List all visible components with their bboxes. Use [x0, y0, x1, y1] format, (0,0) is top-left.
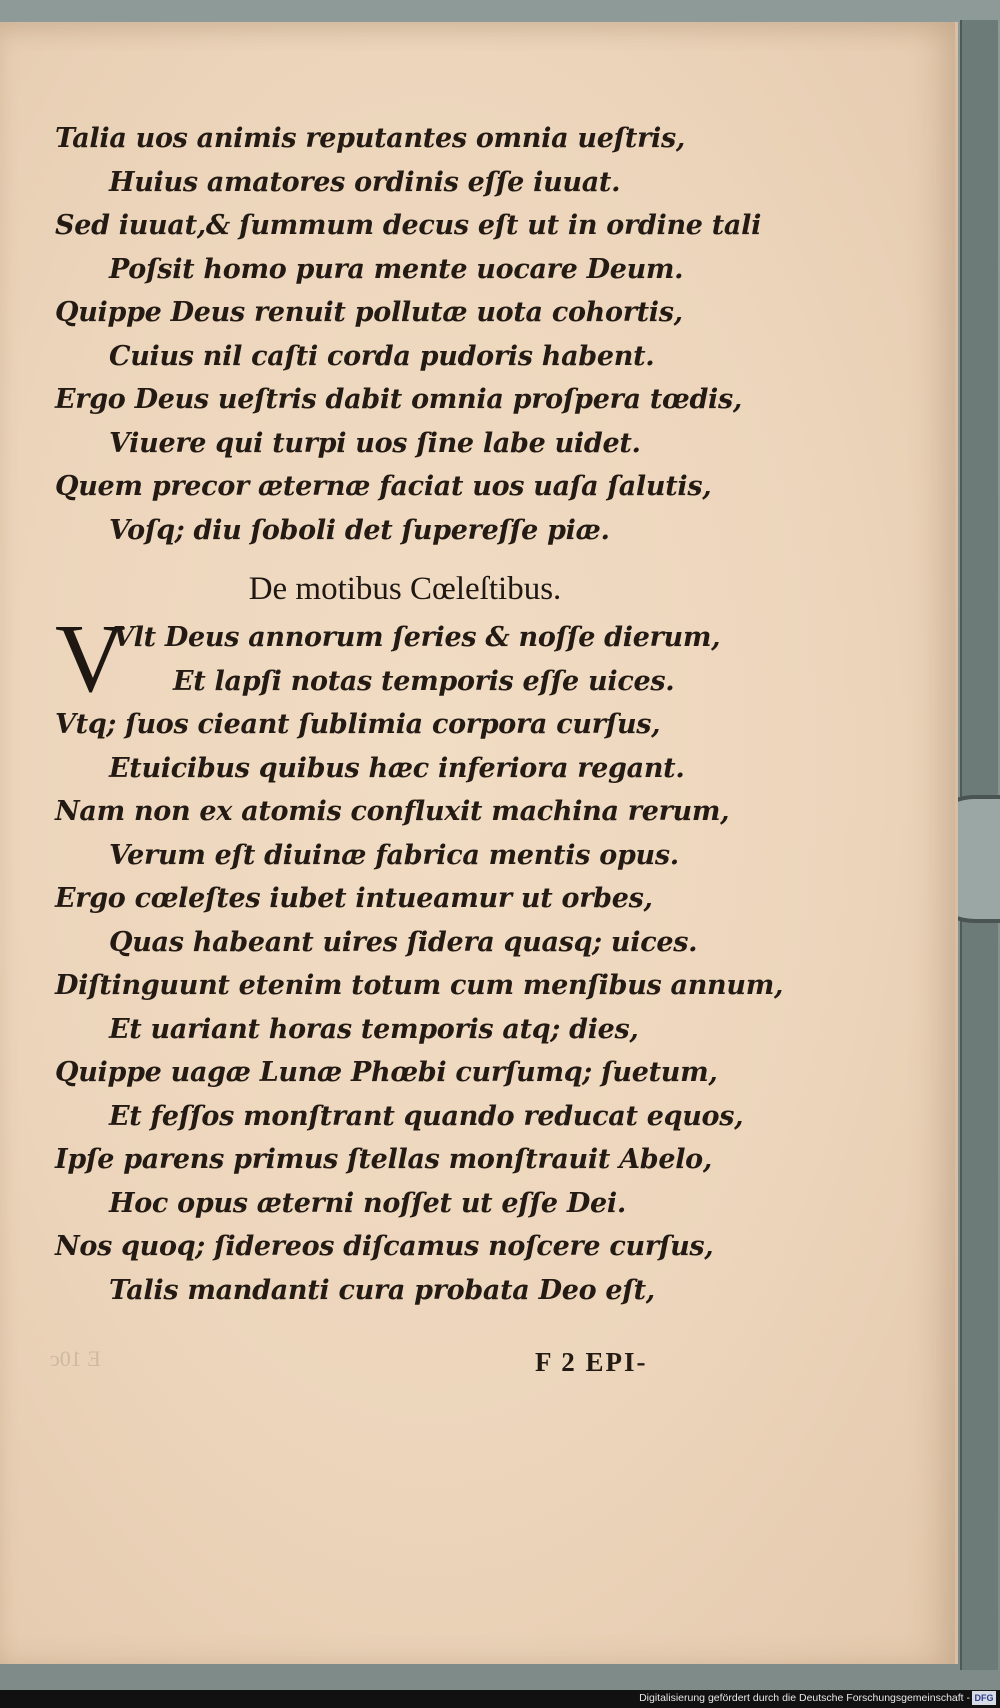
drop-cap: V — [55, 605, 126, 713]
verse-line: Talia uos animis reputantes omnia ueſtris, — [55, 123, 685, 154]
verse-line: Vtq; ſuos cieant ſublimia corpora curſus, — [55, 709, 661, 740]
dfg-logo-icon: DFG — [972, 1691, 996, 1705]
verse-line: Viuere qui turpi uos ſine labe uidet. — [109, 427, 641, 459]
verse-line: Verum eſt diuinæ fabrica mentis opus. — [109, 839, 679, 871]
funding-credit: Digitalisierung gefördert durch die Deutsche Forschungsgemeinschaft - — [639, 1692, 970, 1704]
verse-line: Quippe uagæ Lunæ Phœbi curſumq; ſuetum, — [55, 1057, 718, 1088]
verse-line: Quas habeant uires ſidera quasq; uices. — [109, 926, 698, 958]
verse-line: Quem precor æternæ faciat uos uaſa ſalutis, — [55, 471, 712, 502]
verse-line: Voſq; diu ſoboli det ſupereſſe piæ. — [109, 514, 610, 546]
show-through-text: E 10c — [50, 1346, 101, 1371]
verse-line: Diſtinguunt etenim totum cum menſibus annum, — [55, 970, 784, 1001]
poem-end — [55, 117, 762, 552]
verse-line: Quippe Deus renuit pollutæ uota cohortis, — [55, 297, 683, 328]
verse-line: Et uariant horas temporis atq; dies, — [109, 1013, 639, 1045]
verse-line: Cuius nil caſti corda pudoris habent. — [109, 340, 655, 372]
verse-line: Ergo Deus ueſtris dabit omnia proſpera tœdis, — [55, 384, 742, 415]
book-page — [0, 22, 958, 1664]
verse-line: Nam non ex atomis confluxit machina rerum, — [55, 796, 730, 827]
verse-line: Sed iuuat,& ſummum decus eſt ut in ordine tali — [55, 210, 762, 241]
verse-line-text: Vlt Deus annorum ſeries & noſſe dierum, — [113, 622, 721, 653]
verse-line: Talis mandanti cura probata Deo eſt, — [109, 1274, 655, 1306]
verse-line: Ipſe parens primus ſtellas monſtrauit Abelo, — [55, 1144, 712, 1175]
signature-catchword: F 2 EPI- — [535, 1347, 648, 1377]
verse-line: Et lapſi notas temporis eſſe uices. — [173, 665, 675, 697]
verse-line: Huius amatores ordinis eſſe iuuat. — [109, 166, 621, 198]
verse-line: Poſsit homo pura mente uocare Deum. — [109, 253, 684, 285]
verse-line: Hoc opus æterni noſſet ut eſſe Dei. — [109, 1187, 626, 1219]
verse-line: Nos quoq; ſidereos diſcamus noſcere curſus, — [55, 1231, 714, 1262]
verse-line: Etuicibus quibus hæc inferiora regant. — [109, 752, 685, 784]
text-block — [55, 117, 784, 1312]
verse-line: Et feſſos monſtrant quando reducat equos, — [109, 1100, 744, 1132]
poem-celestial-motions — [55, 605, 784, 1312]
section-heading: De motibus Cœleſtibus. — [248, 571, 562, 607]
verse-line: Ergo cœleſtes iubet intueamur ut orbes, — [55, 883, 653, 914]
